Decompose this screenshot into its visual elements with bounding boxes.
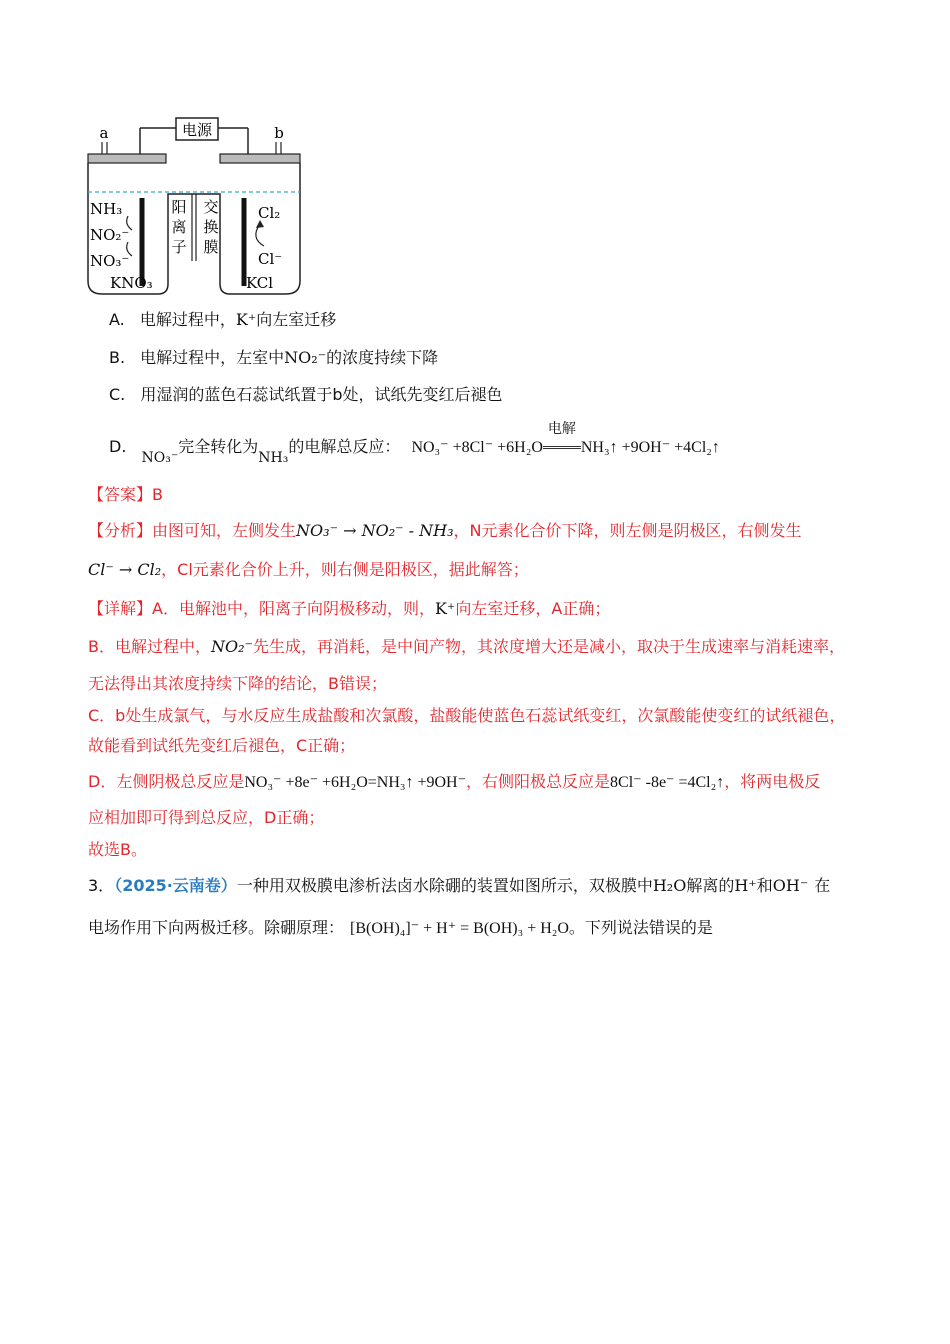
electrode-b-label: b [274,124,284,142]
option-b-ion: NO₂⁻ [284,348,327,367]
membrane-label-left-1: 阳 [171,198,187,216]
question-3-line2-pre: 电场作用下向两极迁移。除硼原理： [88,918,345,937]
question-3-h2o: H₂O [652,876,687,895]
option-d-equation-arrow [543,421,581,457]
detail-a-ion: K⁺ [434,599,456,618]
question-3-text3: 在 [814,876,831,895]
detail-c-line-1 [88,706,845,726]
right-species-cl-minus: Cl⁻ [258,250,283,268]
detail-d-post: ，将两电极反 [724,772,821,791]
option-d-mid: 完全转化为 [178,437,259,456]
analysis-line1-pre: 由图可知，左侧发生 [152,521,297,540]
detail-d-eq2: 8Cl⁻ -8e⁻ =4Cl₂↑ [610,774,725,791]
detail-conclusion-text: 故选B。 [88,840,147,859]
option-d-species2: NH₃ [258,450,289,466]
detail-b-ion: NO₂⁻ [210,637,253,656]
question-3-source: （2025·云南卷） [114,876,237,895]
detail-d-line-1 [88,772,820,793]
detail-conclusion [88,840,147,860]
option-a-letter: A. [109,310,125,329]
question-3-hplus: H⁺ [734,876,757,895]
membrane-label-right-3: 膜 [203,238,219,256]
analysis-line-2 [88,560,529,580]
option-d-equation-left: NO₃⁻ +8Cl⁻ +6H₂O [411,439,543,456]
answer-label: 【答案】 [88,485,153,504]
detail-d-eq1: NO₃⁻ +8e⁻ +6H₂O=NH₃↑ +9OH⁻ [244,774,467,791]
option-a [109,310,336,330]
analysis-line1-post: ，N元素化合价下降，则左侧是阴极区，右侧发生 [453,521,802,540]
option-d-letter: D. [109,437,127,456]
question-3-and: 和 [756,876,773,895]
detail-d-line-2 [88,808,324,828]
membrane-label-right-1: 交 [203,198,219,216]
electrolysis-cell-diagram [84,116,314,301]
option-b [109,348,438,368]
question-3-number: 3． [88,876,115,895]
detail-a-post: 向左室迁移，A正确； [455,599,611,618]
question-3-equation: [B(OH)₄]⁻ + H⁺ = B(OH)₃ + H₂O [350,920,569,937]
membrane-label-left-3: 子 [171,238,187,256]
detail-c-line2: 故能看到试纸先变红后褪色，C正确； [88,736,356,755]
option-b-letter: B. [109,348,126,367]
analysis-line2-chem: Cl⁻ → Cl₂ [88,560,162,579]
detail-b-pre: B．电解过程中， [88,637,211,656]
option-a-ion: K⁺ [235,310,257,329]
left-species-no2: NO₂⁻ [90,226,130,244]
detail-b-line-1 [88,637,845,657]
answer-value: B [152,485,163,504]
option-d-post: 的电解总反应： [288,437,401,456]
detail-c-line1: C．b处生成氯气，与水反应生成盐酸和次氯酸，盐酸能使蓝色石蕊试纸变红，次氯酸能使变红的试纸褪色， [88,706,846,725]
detail-d-mid: ，右侧阳极总反应是 [466,772,611,791]
option-c-text: 用湿润的蓝色石蕊试纸置于b处，试纸先变红后褪色 [140,385,503,404]
analysis-label: 【分析】 [88,521,153,540]
answer-line [88,485,163,505]
option-a-text-pre: 电解过程中， [139,310,236,329]
membrane-label-left-2: 离 [171,218,187,236]
power-label: 电源 [181,121,213,139]
analysis-line2-post: ，Cl元素化合价上升，则右侧是阳极区，据此解答； [161,560,529,579]
detail-d-line2: 应相加即可得到总反应，D正确； [88,808,325,827]
electrode-a-label: a [99,124,109,142]
question-3-line-1 [88,876,830,896]
membrane-label-right-2: 换 [203,218,219,236]
right-solution-label: KCl [246,274,274,292]
detail-b-line2: 无法得出其浓度持续下降的结论，B错误； [88,674,387,693]
option-d-species1: NO₃⁻ [141,450,179,466]
left-species-nh3: NH₃ [90,200,123,218]
option-c-letter: C. [109,385,126,404]
option-c [109,385,503,405]
question-3-ohminus: OH⁻ [772,876,809,895]
detail-d-pre: D．左侧阴极总反应是 [88,772,245,791]
question-3-line-2 [88,918,713,939]
right-species-cl2: Cl₂ [258,204,281,222]
detail-label: 【详解】 [88,599,153,618]
detail-a-line [88,599,610,619]
left-solution-label: KNO₃ [110,274,153,292]
option-d-equation-condition: 电解 [547,421,576,437]
detail-c-line-2 [88,736,355,756]
option-a-text-post: 向左室迁移 [256,310,337,329]
detail-b-post: 先生成，再消耗，是中间产物，其浓度增大还是减小，取决于生成速率与消耗速率， [252,637,845,656]
option-d [109,421,720,466]
question-3-text2: 解离的 [686,876,735,895]
detail-a-pre: A．电解池中，阳离子向阴极移动，则， [152,599,435,618]
analysis-line1-chem: NO₃⁻ → NO₂⁻ - NH₃ [296,521,454,540]
question-3-line2-post: 。下列说法错误的是 [568,918,713,937]
option-b-text-post: 的浓度持续下降 [326,348,439,367]
question-3-text1: 一种用双极膜电渗析法卤水除硼的装置如图所示，双极膜中 [236,876,653,895]
option-b-text-pre: 电解过程中，左室中 [140,348,285,367]
option-d-equation-right: NH₃↑ +9OH⁻ +4Cl₂↑ [580,439,720,456]
left-species-no3: NO₃⁻ [90,252,130,270]
detail-b-line-2 [88,674,387,694]
analysis-line-1 [88,521,802,541]
